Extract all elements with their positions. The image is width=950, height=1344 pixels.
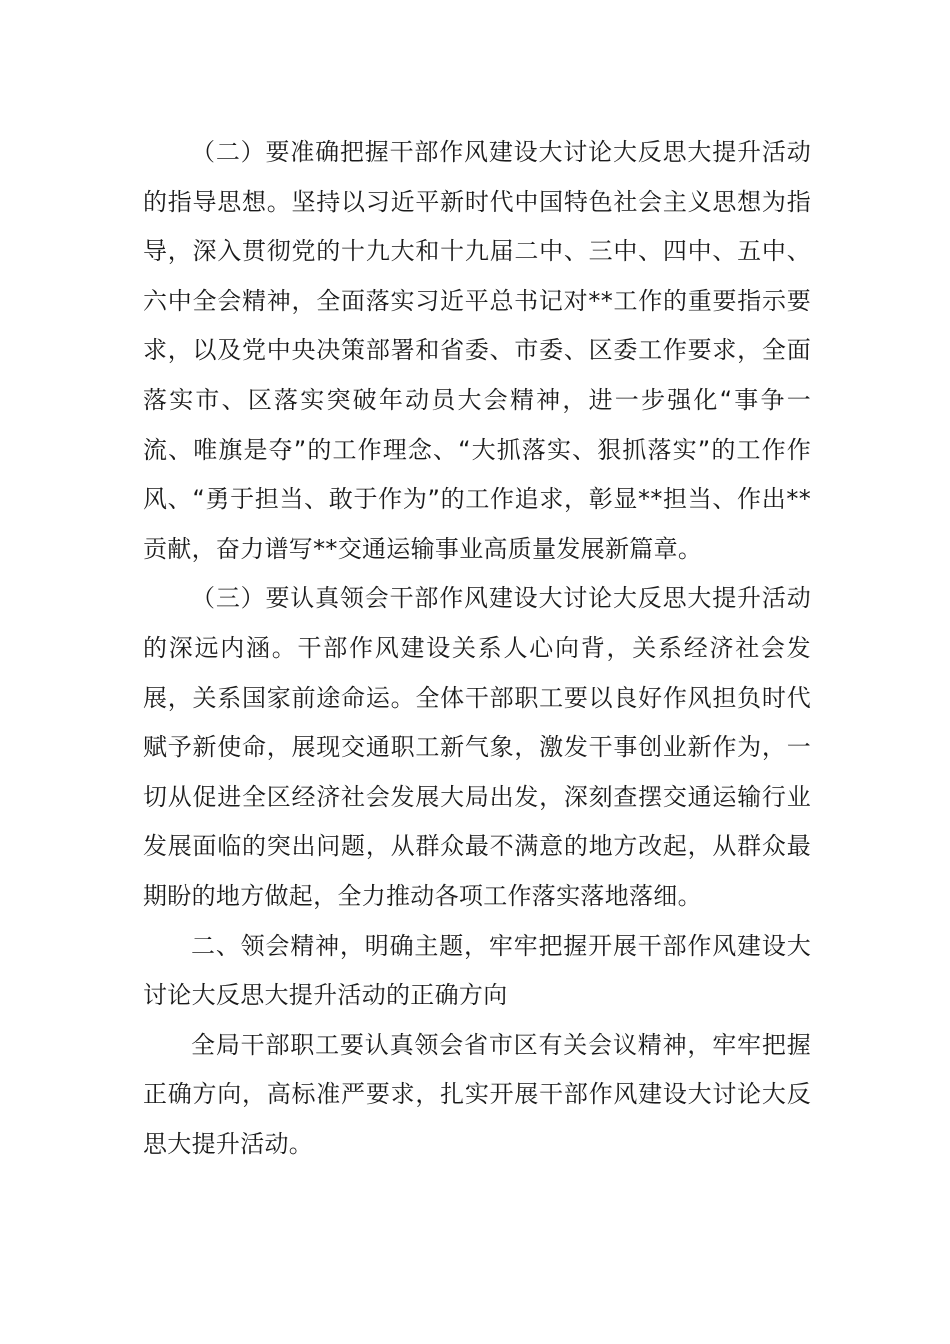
- section-heading-two: 二、领会精神，明确主题，牢牢把握开展干部作风建设大讨论大反思大提升活动的正确方向: [143, 931, 811, 1010]
- paragraph-guiding-thought: （二）要准确把握干部作风建设大讨论大反思大提升活动的指导思想。坚持以习近平新时代中国特色社会主义思想为指导，深入贯彻党的十九大和十九届二中、三中、四中、五中、六中全会精神，全面落实习近平总书记对**工作的重要指示要求，以及党中央决策部署和省委、市委、区委工作要求，全面落实市、区落实突破年动员大会精神，进一步强化“事争一流、唯旗是夺”的工作理念、“大抓落实、狠抓落实”的工作作风、“勇于担当、敢于作为”的工作追求，彰显**担当、作出**贡献，奋力谱写**交通运输事业高质量发展新篇章。: [143, 138, 811, 563]
- document-body: [143, 128, 811, 1169]
- paragraph-deep-meaning: （三）要认真领会干部作风建设大讨论大反思大提升活动的深远内涵。干部作风建设关系人心向背，关系经济社会发展，关系国家前途命运。全体干部职工要以良好作风担负时代赋予新使命，展现交通职工新气象，激发干事创业新作为，一切从促进全区经济社会发展大局出发，深刻查摆交通运输行业发展面临的突出问题，从群众最不满意的地方改起，从群众最期盼的地方做起，全力推动各项工作落实落地落细。: [143, 584, 811, 910]
- paragraph-correct-direction: 全局干部职工要认真领会省市区有关会议精神，牢牢把握正确方向，高标准严要求，扎实开展干部作风建设大讨论大反思大提升活动。: [143, 1030, 811, 1158]
